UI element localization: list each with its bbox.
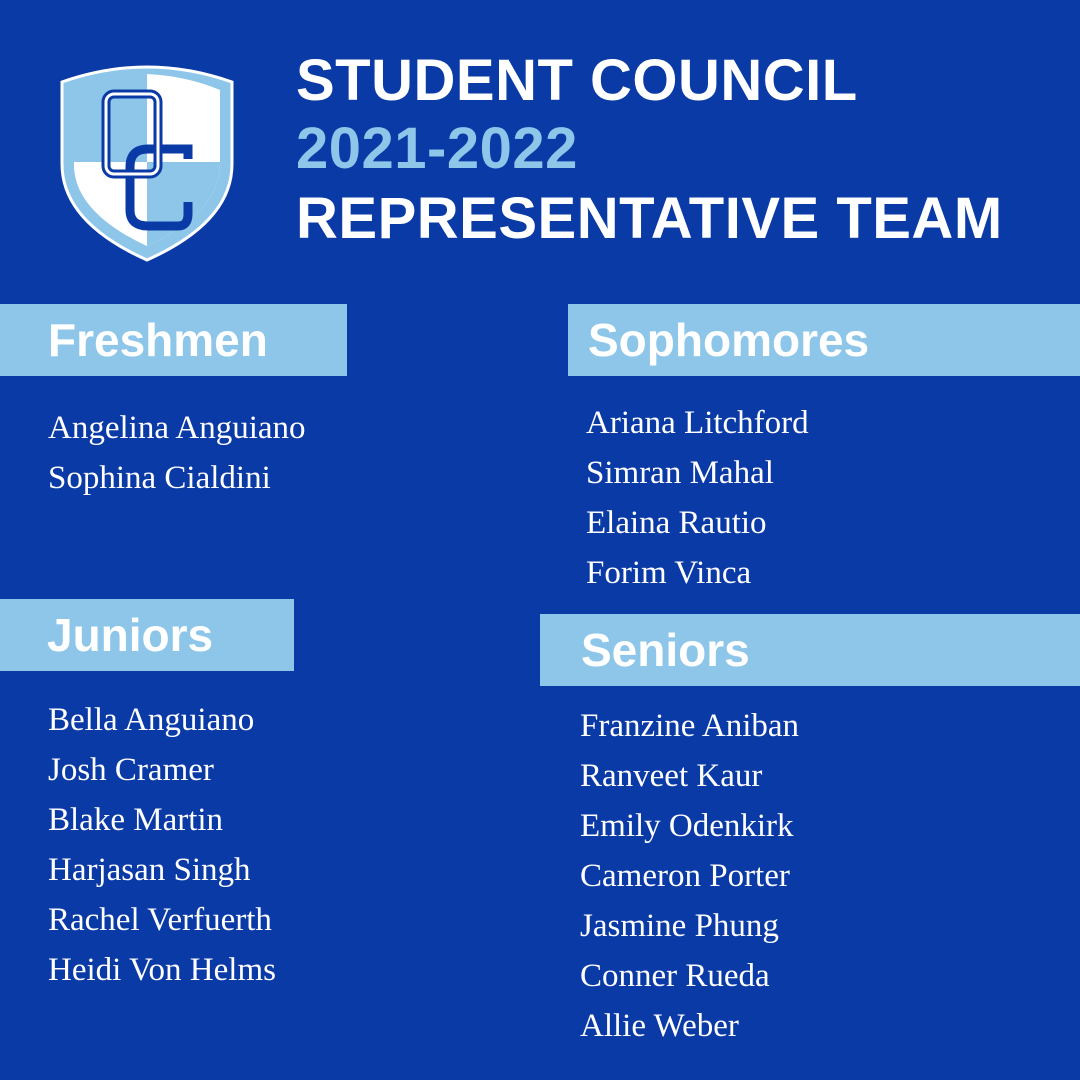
sophomores-list (586, 398, 809, 598)
seniors-heading: Seniors (581, 624, 750, 676)
shield-crest-icon (52, 54, 242, 264)
title-line-years: 2021-2022 (296, 116, 578, 181)
list-item: Rachel Verfuerth (48, 902, 272, 938)
list-item: Jasmine Phung (580, 908, 779, 944)
list-item: Blake Martin (48, 802, 224, 838)
seniors-header (540, 614, 1080, 686)
title-line-3: REPRESENTATIVE TEAM (296, 186, 1003, 251)
juniors-list (48, 695, 276, 995)
freshmen-list (48, 403, 306, 503)
juniors-heading: Juniors (47, 609, 214, 661)
seniors-list (580, 701, 799, 1051)
list-item: Conner Rueda (580, 958, 770, 994)
logo-text: OC (52, 54, 54, 55)
juniors-header (0, 599, 294, 671)
list-item: Harjasan Singh (48, 852, 251, 888)
freshmen-heading: Freshmen (48, 314, 268, 366)
list-item: Franzine Aniban (580, 708, 800, 744)
sophomores-header (568, 304, 1080, 376)
list-item: Elaina Rautio (586, 505, 767, 541)
list-item: Josh Cramer (48, 752, 214, 788)
list-item: Ranveet Kaur (580, 758, 763, 794)
list-item: Cameron Porter (580, 858, 790, 894)
sophomores-heading: Sophomores (588, 314, 870, 366)
list-item: Heidi Von Helms (48, 952, 276, 988)
school-logo (52, 54, 242, 264)
list-item: Angelina Anguiano (48, 410, 306, 446)
freshmen-header (0, 304, 347, 376)
list-item: Ariana Litchford (586, 405, 809, 441)
list-item: Forim Vinca (586, 555, 752, 591)
list-item: Bella Anguiano (48, 702, 255, 738)
list-item: Emily Odenkirk (580, 808, 794, 844)
list-item: Simran Mahal (586, 455, 774, 491)
list-item: Allie Weber (580, 1008, 739, 1044)
title-line-1: STUDENT COUNCIL (296, 48, 858, 113)
list-item: Sophina Cialdini (48, 460, 271, 496)
